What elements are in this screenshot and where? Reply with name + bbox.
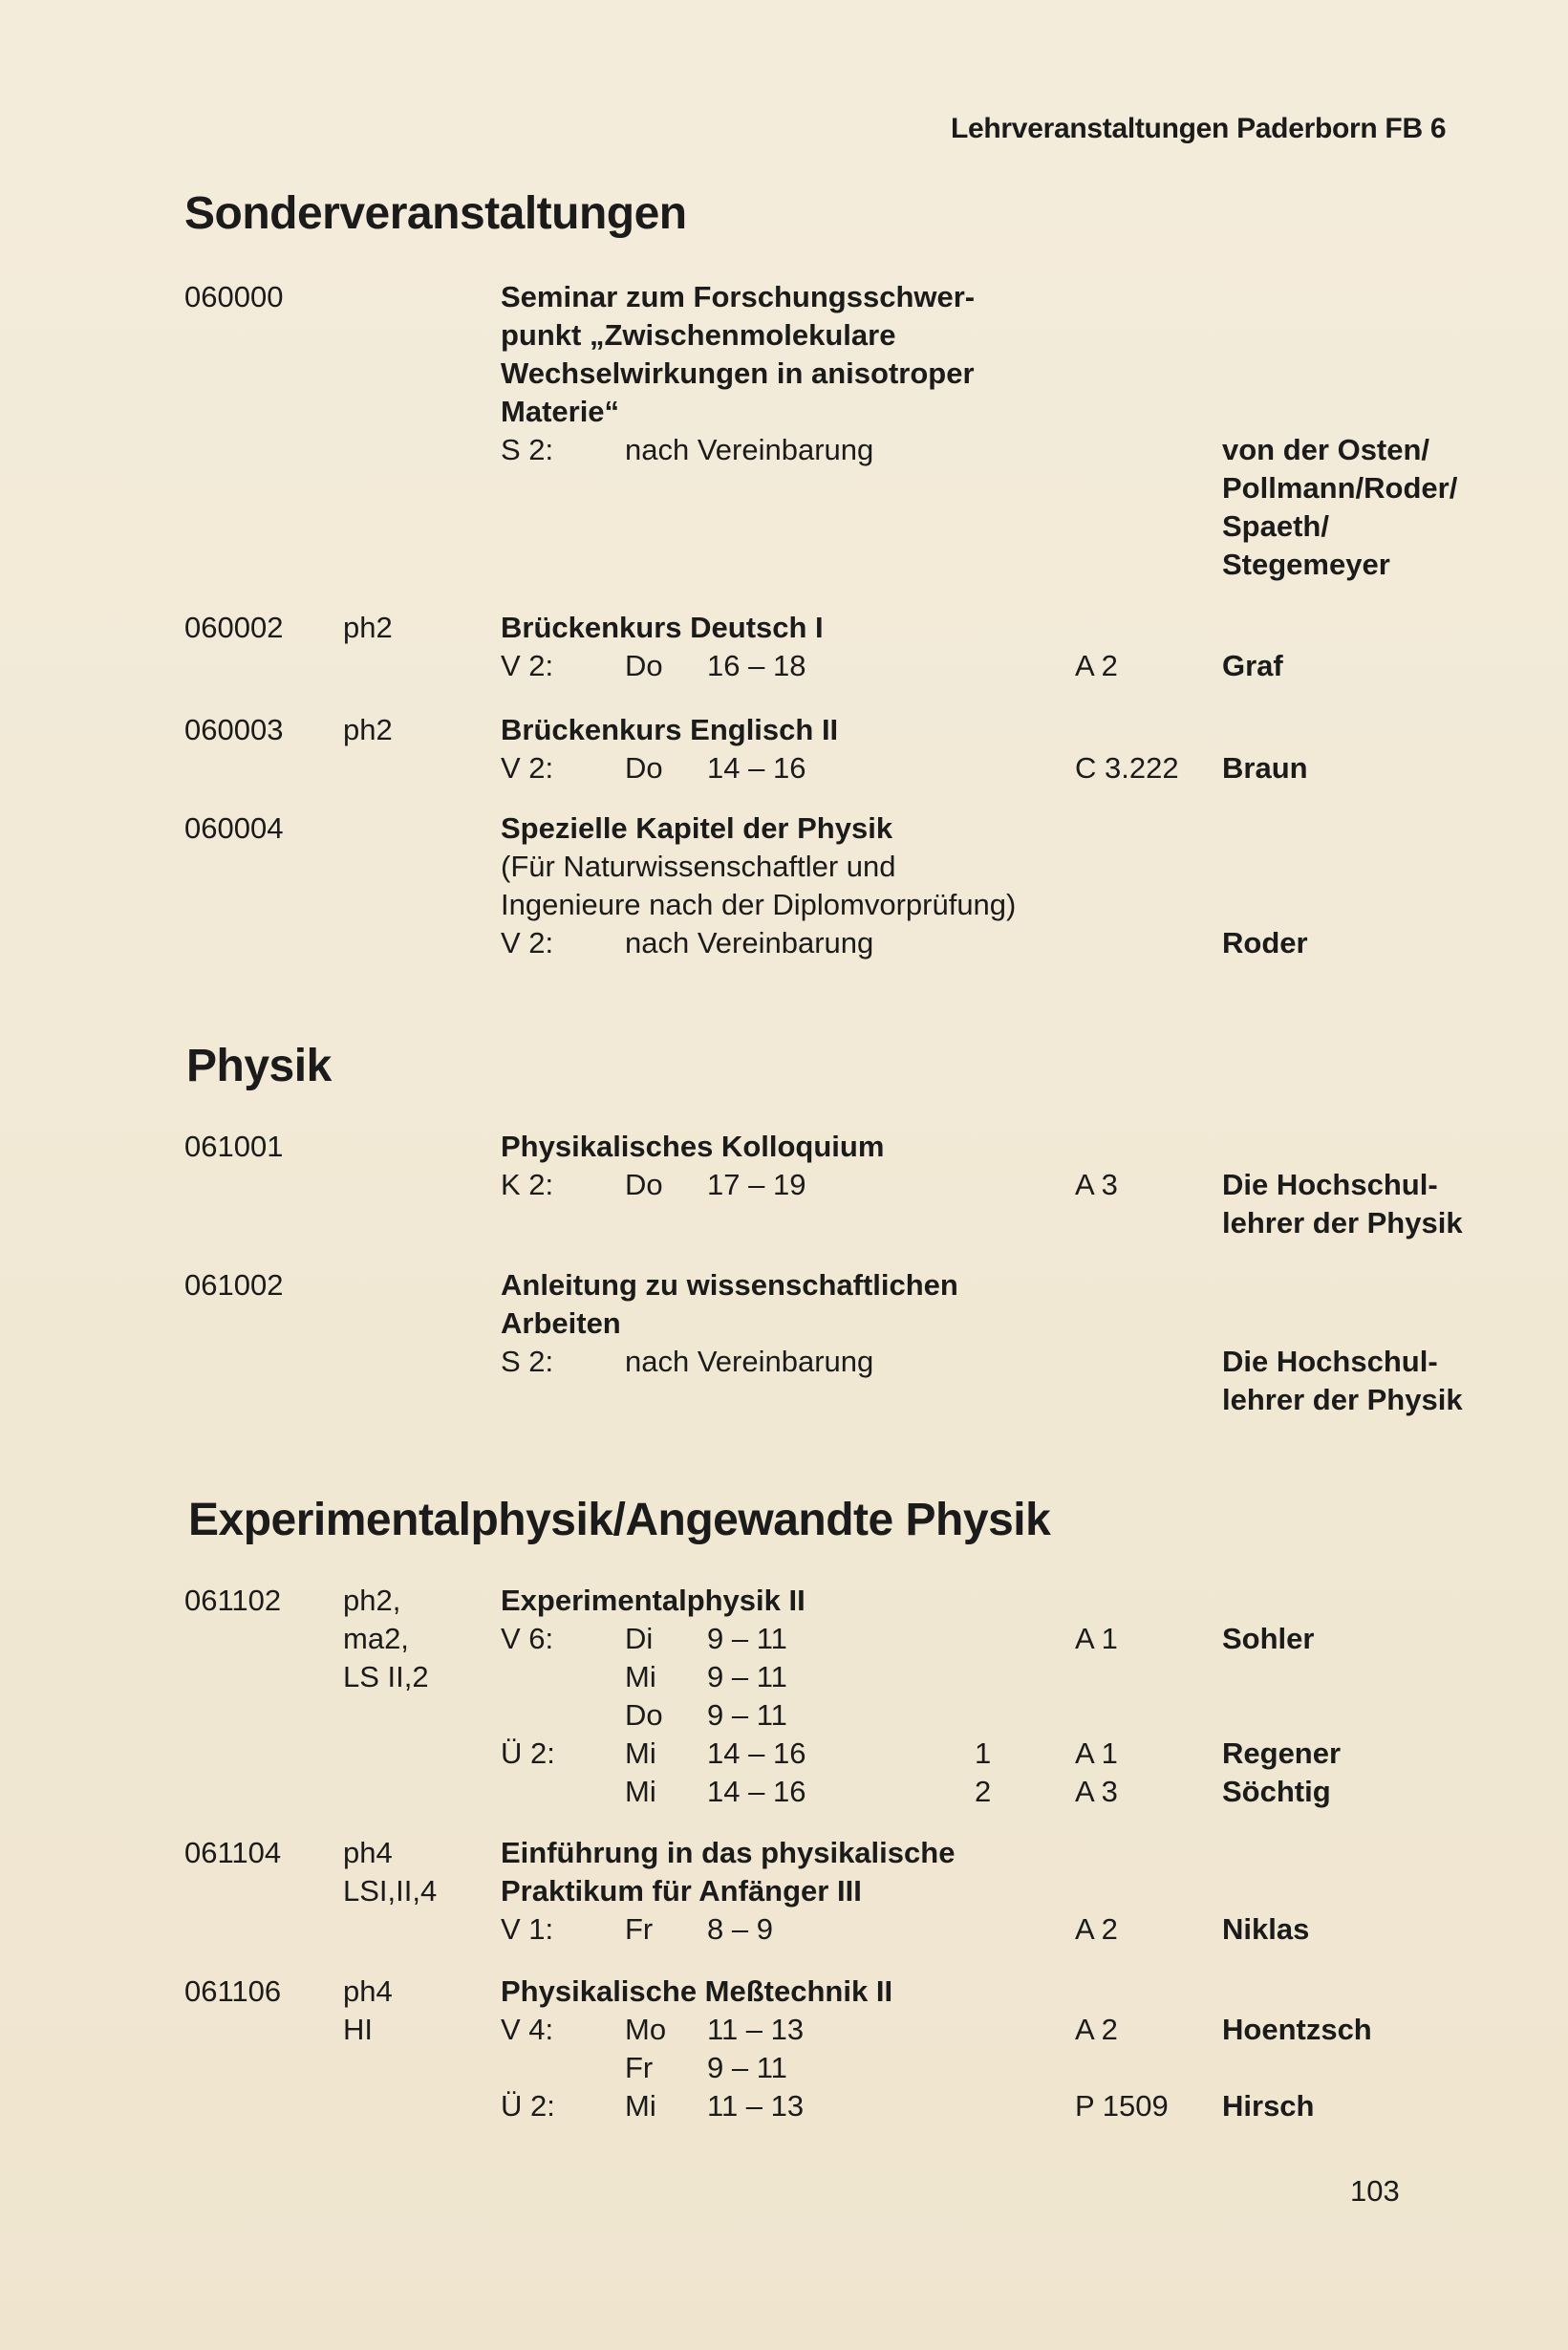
course-time: 17 – 19 [707, 1168, 806, 1201]
course-room: A 1 [1075, 1736, 1118, 1770]
lecturer-line: lehrer der Physik [1222, 1206, 1463, 1240]
lecturer-line: Spaeth/ [1222, 509, 1329, 543]
course-day: Fr [625, 1912, 654, 1946]
course-room: C 3.222 [1075, 751, 1179, 785]
course-day: Mi [625, 1775, 656, 1808]
course-day: Mi [625, 1660, 656, 1693]
course-day: Mi [625, 1736, 656, 1770]
course-code: 060002 [184, 611, 284, 644]
course-time: 14 – 16 [707, 751, 806, 785]
course-type: V 1: [501, 1912, 554, 1946]
course-program-line: ma2, [343, 1622, 409, 1655]
course-schedule: nach Vereinbarung [625, 433, 874, 466]
course-code: 060004 [184, 811, 284, 845]
course-program-line: ph2, [343, 1584, 401, 1617]
course-time: 9 – 11 [707, 2051, 787, 2084]
course-day: Do [625, 1698, 663, 1732]
course-program-line: LSI,II,4 [343, 1874, 438, 1908]
course-title: Spezielle Kapitel der Physik [501, 811, 893, 845]
course-room: P 1509 [1075, 2089, 1169, 2123]
course-time: 9 – 11 [707, 1622, 787, 1655]
course-type: Ü 2: [501, 1736, 555, 1770]
section-title-experimentalphysik: Experimentalphysik/Angewandte Physik [188, 1495, 1051, 1545]
course-type: V 4: [501, 2013, 554, 2046]
course-room: A 3 [1075, 1168, 1118, 1201]
course-title-line: Seminar zum Forschungsschwer- [501, 280, 976, 313]
course-room: A 2 [1075, 1912, 1118, 1946]
course-title: Brückenkurs Englisch II [501, 713, 839, 746]
course-title: Physikalisches Kolloquium [501, 1130, 885, 1163]
course-title: Experimentalphysik II [501, 1584, 805, 1617]
course-program: ph2 [343, 611, 393, 644]
course-time: 14 – 16 [707, 1736, 806, 1770]
course-type: Ü 2: [501, 2089, 555, 2123]
course-lecturer: Söchtig [1222, 1775, 1331, 1808]
course-note-line: (Für Naturwissenschaftler und [501, 850, 896, 883]
course-day: Di [625, 1622, 654, 1655]
course-title-line: Wechselwirkungen in anisotroper [501, 356, 975, 390]
lecturer-line: Stegemeyer [1222, 548, 1390, 581]
course-group: 2 [975, 1775, 992, 1808]
course-program-line: LS II,2 [343, 1660, 429, 1693]
course-type: K 2: [501, 1168, 554, 1201]
course-type: S 2: [501, 1345, 554, 1378]
course-title-line: Praktikum für Anfänger III [501, 1874, 862, 1908]
course-code: 061104 [184, 1836, 282, 1869]
course-room: A 1 [1075, 1622, 1118, 1655]
course-day: Mi [625, 2089, 656, 2123]
course-day: Do [625, 649, 663, 682]
course-program: ph2 [343, 713, 393, 746]
course-type: V 2: [501, 649, 554, 682]
course-time: 8 – 9 [707, 1912, 773, 1946]
course-lecturer: Regener [1222, 1736, 1342, 1770]
course-note-line: Ingenieure nach der Diplomvorprüfung) [501, 888, 1017, 921]
course-time: 14 – 16 [707, 1775, 806, 1808]
course-code: 061102 [184, 1584, 282, 1617]
course-room: A 2 [1075, 649, 1118, 682]
course-title: Physikalische Meßtechnik II [501, 1974, 893, 2008]
course-room: A 3 [1075, 1775, 1118, 1808]
running-header: Lehrveranstaltungen Paderborn FB 6 [951, 113, 1447, 144]
section-title-physik: Physik [186, 1041, 332, 1091]
course-type: V 6: [501, 1622, 554, 1655]
course-program-line: HI [343, 2013, 373, 2046]
page-number: 103 [1350, 2174, 1400, 2208]
lecturer-line: Pollmann/Roder/ [1222, 471, 1458, 505]
course-schedule: nach Vereinbarung [625, 926, 874, 959]
course-title-line: Arbeiten [501, 1306, 621, 1340]
course-type: V 2: [501, 926, 554, 959]
course-lecturer: Hirsch [1222, 2089, 1315, 2123]
lecturer-line: von der Osten/ [1222, 433, 1430, 466]
course-lecturer: Roder [1222, 926, 1308, 959]
course-type: S 2: [501, 433, 554, 466]
course-day: Mo [625, 2013, 667, 2046]
course-time: 16 – 18 [707, 649, 806, 682]
course-time: 11 – 13 [707, 2013, 805, 2046]
course-lecturer: Graf [1222, 649, 1283, 682]
lecturer-line: Die Hochschul- [1222, 1345, 1438, 1378]
section-title-sonderveranstaltungen: Sonderveranstaltungen [184, 188, 687, 239]
course-lecturer: Hoentzsch [1222, 2013, 1372, 2046]
course-lecturer: Sohler [1222, 1622, 1315, 1655]
course-lecturer: Niklas [1222, 1912, 1310, 1946]
course-time: 9 – 11 [707, 1660, 787, 1693]
course-group: 1 [975, 1736, 992, 1770]
course-day: Do [625, 1168, 663, 1201]
course-code: 061002 [184, 1268, 284, 1302]
course-lecturer: Braun [1222, 751, 1308, 785]
course-title-line: punkt „Zwischenmolekulare [501, 318, 896, 352]
course-title: Brückenkurs Deutsch I [501, 611, 824, 644]
lecturer-line: lehrer der Physik [1222, 1383, 1463, 1416]
course-title-line: Einführung in das physikalische [501, 1836, 956, 1869]
course-program-line: ph4 [343, 1974, 393, 2008]
course-title-line: Materie“ [501, 395, 620, 428]
course-code: 061001 [184, 1130, 284, 1163]
course-title-line: Anleitung zu wissenschaftlichen [501, 1268, 958, 1302]
course-room: A 2 [1075, 2013, 1118, 2046]
course-program-line: ph4 [343, 1836, 393, 1869]
lecturer-line: Die Hochschul- [1222, 1168, 1438, 1201]
course-schedule: nach Vereinbarung [625, 1345, 874, 1378]
course-day: Fr [625, 2051, 654, 2084]
course-day: Do [625, 751, 663, 785]
course-type: V 2: [501, 751, 554, 785]
course-time: 11 – 13 [707, 2089, 805, 2123]
course-code: 060003 [184, 713, 284, 746]
course-time: 9 – 11 [707, 1698, 787, 1732]
course-code: 060000 [184, 280, 284, 313]
course-code: 061106 [184, 1974, 282, 2008]
